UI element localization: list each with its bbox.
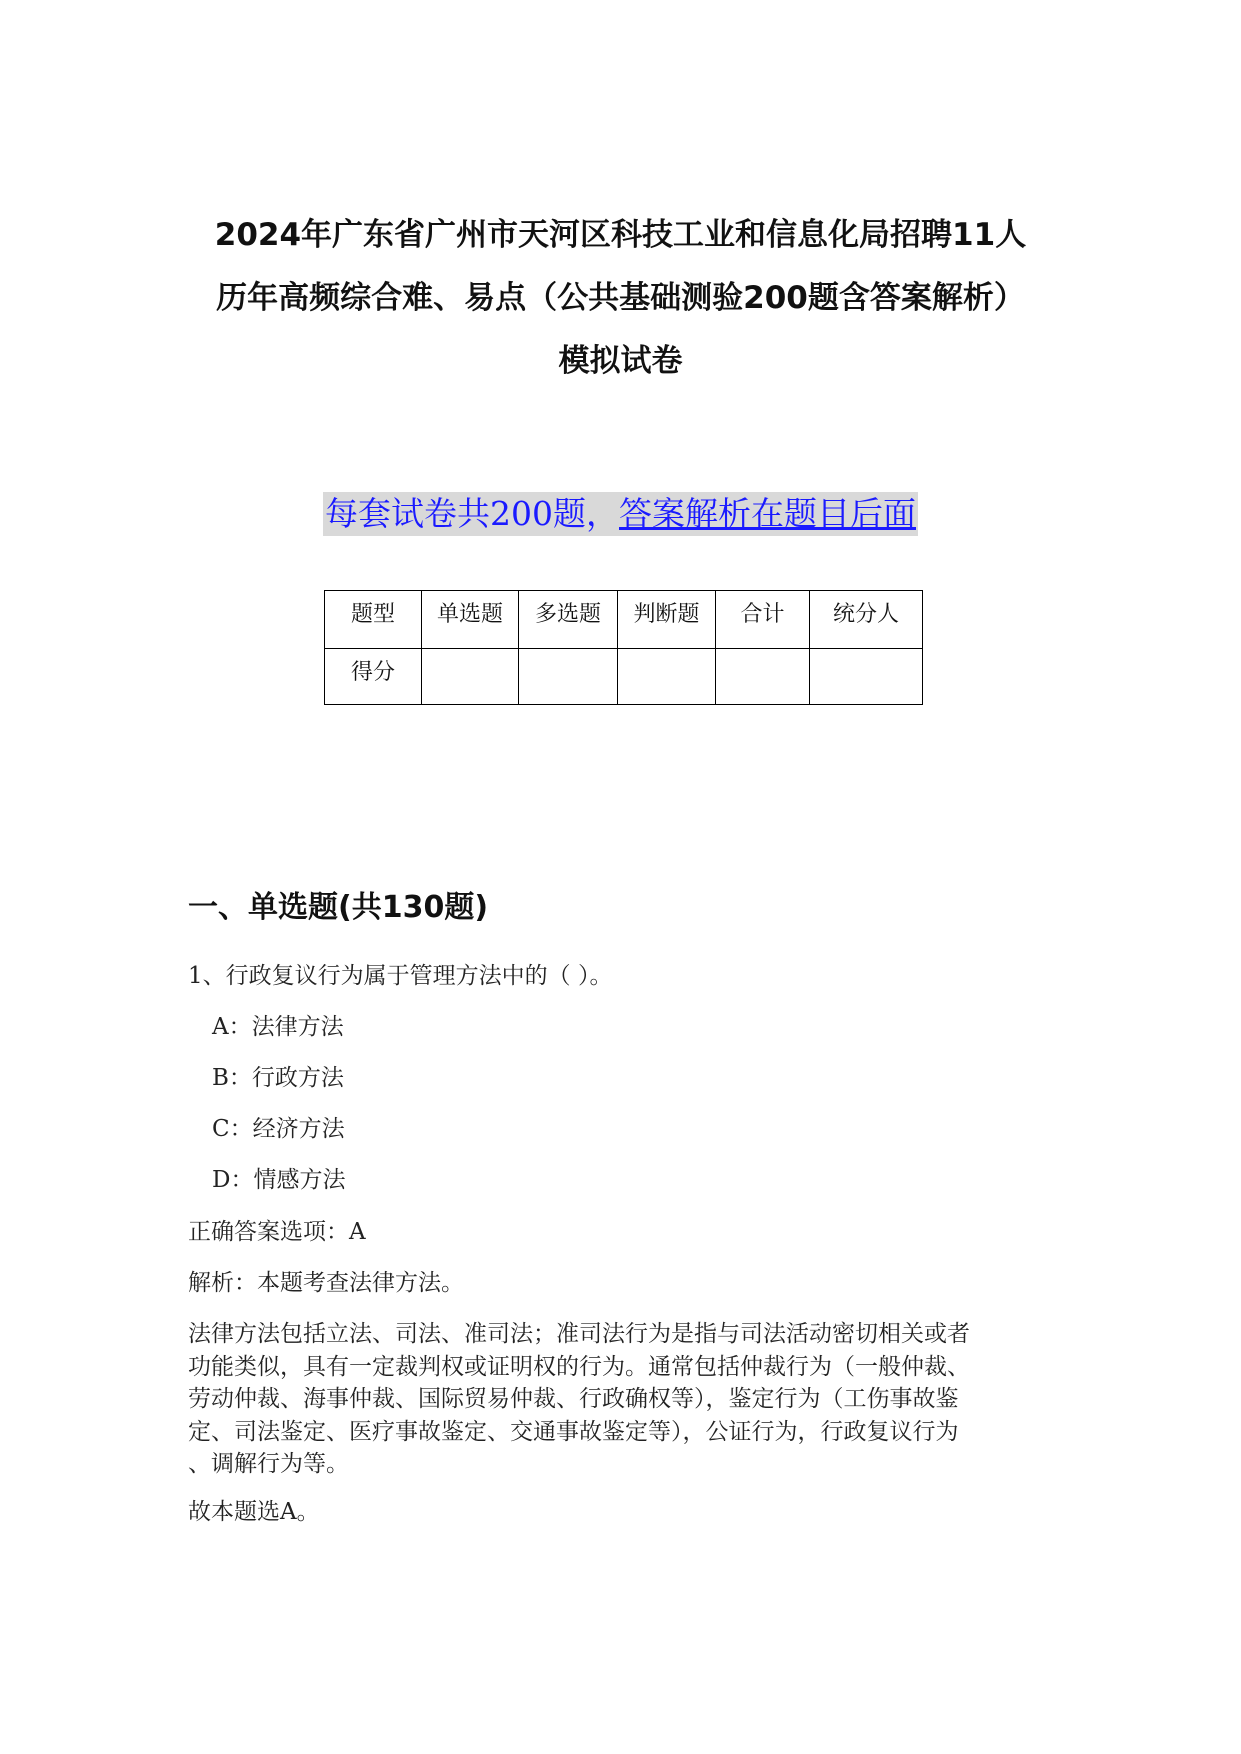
score-table-header-cell <box>810 591 923 649</box>
option-b: B：行政方法 <box>212 1065 344 1091</box>
score-cell-single-choice[interactable] <box>422 649 519 705</box>
notice-banner-container <box>0 492 1241 536</box>
answer-location-link[interactable]: 答案解析在题目后面 <box>619 494 916 533</box>
score-table-header-cell <box>618 591 716 649</box>
header-single-choice: 单选题 <box>436 602 503 627</box>
question-text: 1、行政复议行为属于管理方法中的（ ）。 <box>188 963 613 989</box>
analysis-line: 定、司法鉴定、医疗事故鉴定、交通事故鉴定等），公证行为，行政复议行为 <box>188 1418 959 1445</box>
title-line-1: 2024年广东省广州市天河区科技工业和信息化局招聘11人 <box>214 217 1027 253</box>
document-title <box>150 204 1091 393</box>
header-multiple-choice: 多选题 <box>534 602 601 627</box>
title-line-3: 模拟试卷 <box>558 343 683 379</box>
score-cell-true-false[interactable] <box>618 649 716 705</box>
header-scorer: 统分人 <box>832 602 899 627</box>
header-type: 题型 <box>350 602 395 627</box>
score-table-header-row <box>325 591 923 649</box>
option-d: D：情感方法 <box>212 1167 346 1193</box>
score-cell-multiple-choice[interactable] <box>519 649 618 705</box>
section-heading: 一、单选题(共130题) <box>188 890 489 925</box>
score-cell-scorer[interactable] <box>810 649 923 705</box>
option-c: C：经济方法 <box>212 1116 345 1142</box>
analysis-line: 、调解行为等。 <box>188 1451 349 1477</box>
conclusion: 故本题选A。 <box>188 1499 320 1525</box>
analysis-label: 解析：本题考查法律方法。 <box>188 1270 464 1296</box>
title-line-2: 历年高频综合难、易点（公共基础测验200题含答案解析） <box>216 280 1025 316</box>
analysis-body <box>188 1318 970 1481</box>
score-table-score-row <box>325 649 923 705</box>
score-row-label: 得分 <box>350 660 395 685</box>
banner-text: 每套试卷共200题， <box>325 494 619 533</box>
score-cell-total[interactable] <box>716 649 810 705</box>
score-table-header-cell <box>325 591 422 649</box>
analysis-line: 法律方法包括立法、司法、准司法；准司法行为是指与司法活动密切相关或者 <box>188 1321 970 1347</box>
score-table-header-cell <box>519 591 618 649</box>
score-table-header-cell <box>422 591 519 649</box>
analysis-line: 功能类似，具有一定裁判权或证明权的行为。通常包括仲裁行为（一般仲裁、 <box>188 1353 970 1380</box>
notice-banner <box>323 492 918 536</box>
header-true-false: 判断题 <box>633 602 700 627</box>
header-total: 合计 <box>740 602 785 627</box>
correct-answer: 正确答案选项：A <box>188 1219 366 1245</box>
score-table-header-cell <box>716 591 810 649</box>
score-table <box>324 590 923 705</box>
analysis-line: 劳动仲裁、海事仲裁、国际贸易仲裁、行政确权等），鉴定行为（工伤事故鉴 <box>188 1386 959 1412</box>
score-row-label-cell <box>325 649 422 705</box>
option-a: A：法律方法 <box>212 1014 344 1040</box>
